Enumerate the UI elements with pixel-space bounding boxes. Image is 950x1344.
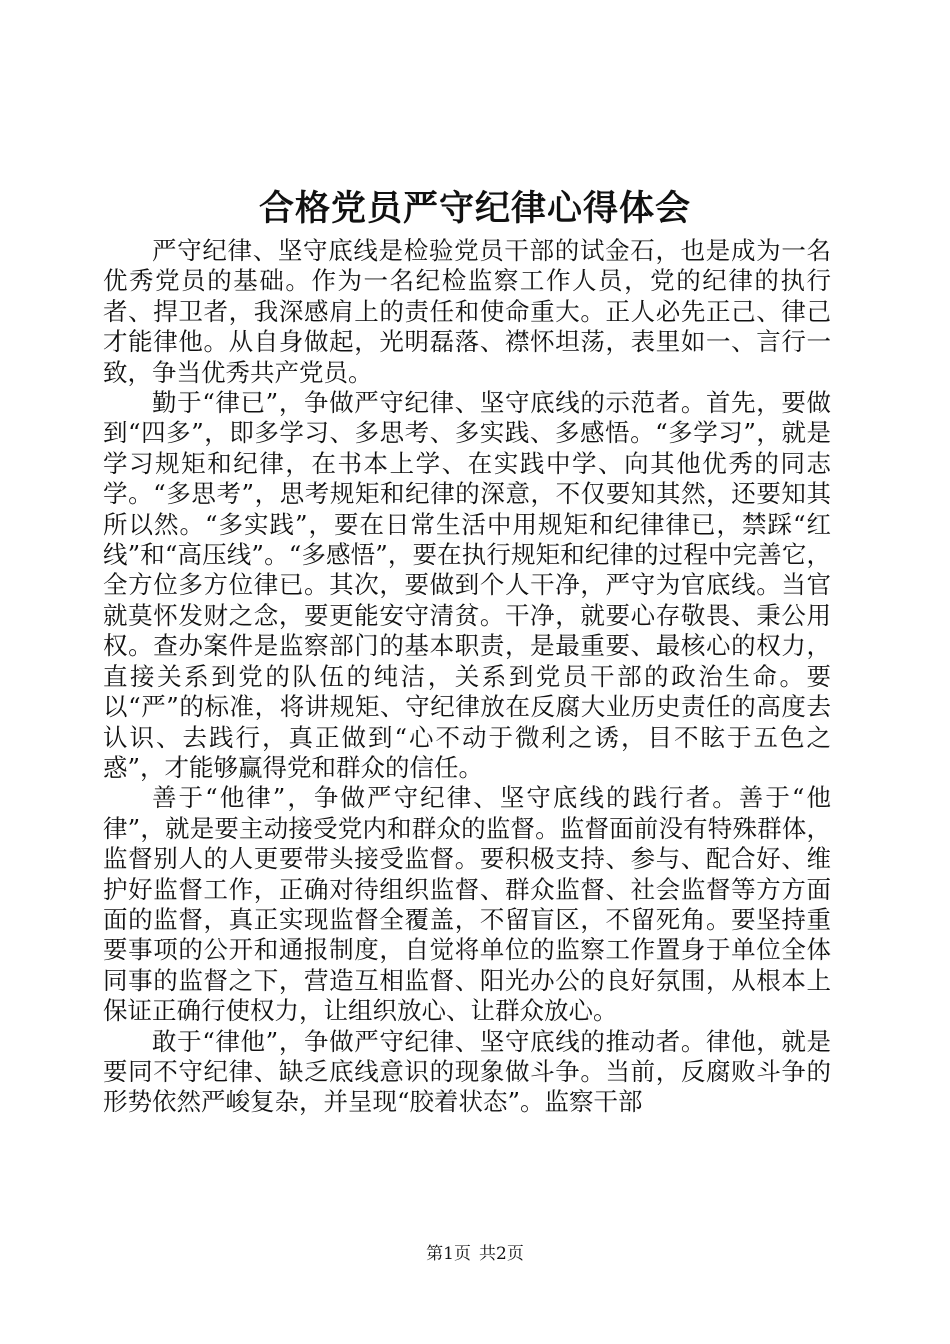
paragraph-self-discipline: 勤于“律已”，争做严守纪律、坚守底线的示范者。首先，要做到“四多”，即多学习、多思考、多实践、多感悟。“多学习”，就是学习规矩和纪律，在书本上学、在实践中学、向其他优秀的同志学。“多思考”，思考规矩和纪律的深意，不仅要知其然，还要知其所以然。“多实践”，要在日常生活中用规矩和纪律律已，禁踩“红线”和“高压线”。“多感悟”，要在执行规矩和纪律的过程中完善它，全方位多方位律已。其次，要做到个人干净，严守为官底线。当官就莫怀发财之念，要更能安守清贫。干净，就要心存敬畏、秉公用权。查办案件是监察部门的基本职责，是最重要、最核心的权力，直接关系到党的队伍的纯洁，关系到党员干部的政治生命。要以“严”的标准，将讲规矩、守纪律放在反腐大业历史责任的高度去认识、去践行，真正做到“心不动于微利之诱，目不眩于五色之惑”，才能够赢得党和群众的信任。	[103, 388, 831, 782]
page-number-current: 第1页	[426, 1244, 471, 1264]
document-body	[103, 236, 831, 1118]
paragraph-intro: 严守纪律、坚守底线是检验党员干部的试金石，也是成为一名优秀党员的基础。作为一名纪检监察工作人员，党的纪律的执行者、捍卫者，我深感肩上的责任和使命重大。正人必先正己、律己才能律他。从自身做起，光明磊落、襟怀坦荡，表里如一、言行一致，争当优秀共产党员。	[103, 236, 831, 387]
page-number-total: 共2页	[479, 1244, 524, 1264]
paragraph-external-supervision: 善于“他律”，争做严守纪律、坚守底线的践行者。善于“他律”，就是要主动接受党内和群众的监督。监督面前没有特殊群体，监督别人的人更要带头接受监督。要积极支持、参与、配合好、维护好监督工作，正确对待组织监督、群众监督、社会监督等方方面面的监督，真正实现监督全覆盖，不留盲区，不留死角。要坚持重要事项的公开和通报制度，自觉将单位的监察工作置身于单位全体同事的监督之下，营造互相监督、阳光办公的良好氛围，从根本上保证正确行使权力，让组织放心、让群众放心。	[103, 783, 831, 1026]
page-footer	[0, 1243, 950, 1265]
document-title: 合格党员严守纪律心得体会	[258, 188, 691, 229]
paragraph-discipline-others: 敢于“律他”，争做严守纪律、坚守底线的推动者。律他，就是要同不守纪律、缺乏底线意识的现象做斗争。当前，反腐败斗争的形势依然严峻复杂，并呈现“胶着状态”。监察干部	[103, 1026, 831, 1117]
